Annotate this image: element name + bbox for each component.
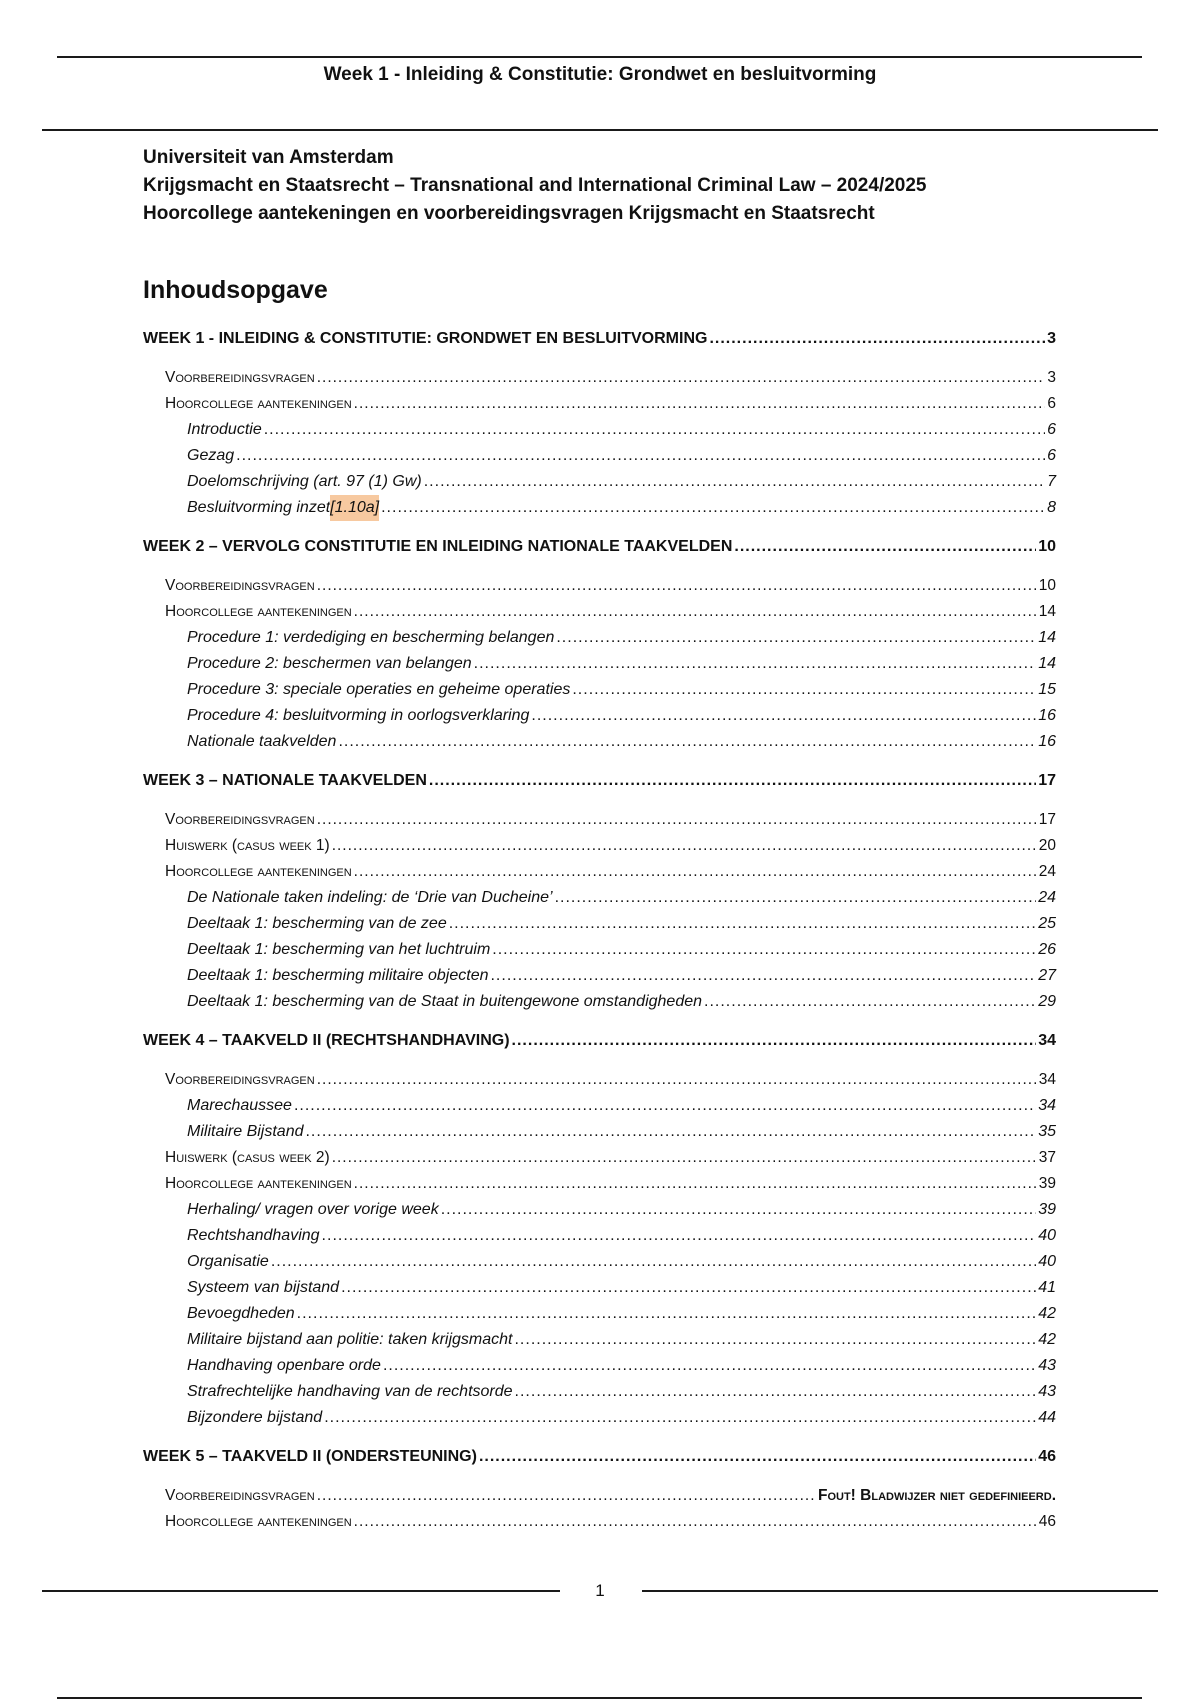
dot-leader: [305, 1119, 1036, 1145]
toc-entry-text: Hoorcollege aantekeningen: [165, 603, 352, 620]
toc-page-number: 3: [1047, 369, 1056, 386]
toc-page-number: 24: [1038, 863, 1056, 880]
dot-leader: [424, 469, 1045, 495]
toc-page-number: 34: [1038, 1032, 1056, 1049]
toc-entry-text: Deeltaak 1: bescherming van de Staat in buitengewone omstandigheden: [187, 993, 703, 1010]
toc-page-number: 24: [1038, 889, 1056, 906]
toc-page-number: 3: [1047, 330, 1056, 347]
toc-page-number: 6: [1047, 447, 1056, 464]
toc-page-number: 8: [1047, 499, 1056, 516]
toc-entry[interactable]: [143, 703, 1056, 729]
toc-page-number: 44: [1038, 1409, 1056, 1426]
toc-page-number: 17: [1038, 811, 1056, 828]
toc-page-number: 29: [1038, 993, 1056, 1010]
toc-page-number: 14: [1038, 629, 1056, 646]
toc-entry[interactable]: [143, 469, 1056, 495]
dot-leader: [490, 963, 1036, 989]
toc-entry[interactable]: [143, 599, 1056, 625]
toc-entry-text: Besluitvorming inzet: [187, 499, 331, 516]
toc-entry[interactable]: [143, 677, 1056, 703]
toc-page-number: Fout! Bladwijzer niet gedefinieerd.: [818, 1487, 1056, 1504]
dot-leader: [354, 1171, 1037, 1197]
toc-entry-text: Hoorcollege aantekeningen: [165, 1513, 352, 1530]
toc-entry[interactable]: [143, 729, 1056, 755]
toc-entry-text: Voorbereidingsvragen: [165, 1487, 315, 1504]
toc-entry[interactable]: [143, 911, 1056, 937]
toc-page-number: 14: [1038, 655, 1056, 672]
toc-page-number: 42: [1038, 1331, 1056, 1348]
toc-page-number: 15: [1038, 681, 1056, 698]
toc-entry-text: Hoorcollege aantekeningen: [165, 395, 352, 412]
header-top-rule: [57, 56, 1142, 58]
document-subtitle: Hoorcollege aantekeningen en voorbereidingsvragen Krijgsmacht en Staatsrecht: [143, 203, 875, 224]
toc-page-number: 26: [1038, 941, 1056, 958]
toc-entry[interactable]: [143, 1379, 1056, 1405]
dot-leader: [236, 443, 1045, 469]
dot-leader: [709, 326, 1045, 352]
dot-leader: [556, 625, 1036, 651]
dot-leader: [704, 989, 1036, 1015]
toc-entry-text: Procedure 3: speciale operaties en geheime operaties: [187, 681, 571, 698]
toc-entry[interactable]: [143, 443, 1056, 469]
toc-entry[interactable]: [143, 495, 1056, 521]
toc-entry[interactable]: [143, 625, 1056, 651]
toc-week-entry[interactable]: [143, 326, 1056, 365]
toc-entry-text: Introductie: [187, 421, 262, 438]
dot-leader: [572, 677, 1036, 703]
course-title: Krijgsmacht en Staatsrecht – Transnational and International Criminal Law – 2024/2025: [143, 175, 927, 196]
toc-entry-text: WEEK 4 – TAAKVELD II (RECHTSHANDHAVING): [143, 1032, 510, 1049]
dot-leader: [317, 1483, 816, 1509]
toc-entry-text: Deeltaak 1: bescherming militaire objecten: [187, 967, 489, 984]
toc-week-entry[interactable]: [143, 534, 1056, 573]
toc-entry-text: Procedure 2: beschermen van belangen: [187, 655, 472, 672]
toc-entry-text: Bijzondere bijstand: [187, 1409, 323, 1426]
dot-leader: [317, 1067, 1037, 1093]
dot-leader: [354, 859, 1037, 885]
toc-entry[interactable]: [143, 1223, 1056, 1249]
toc-page-number: 34: [1038, 1097, 1056, 1114]
dot-leader: [324, 1405, 1036, 1431]
dot-leader: [297, 1301, 1037, 1327]
toc-page-number: 39: [1038, 1175, 1056, 1192]
toc-entry[interactable]: [143, 859, 1056, 885]
toc-page-number: 10: [1038, 577, 1056, 594]
toc-entry[interactable]: [143, 885, 1056, 911]
dot-leader: [383, 1353, 1036, 1379]
running-header: Week 1 - Inleiding & Constitutie: Grondwet en besluitvorming: [323, 64, 877, 85]
toc-entry[interactable]: [143, 1405, 1056, 1431]
toc-entry-text: Voorbereidingsvragen: [165, 577, 315, 594]
toc-entry[interactable]: [143, 573, 1056, 599]
toc-page-number: 43: [1038, 1357, 1056, 1374]
dot-leader: [441, 1197, 1037, 1223]
toc-entry-text: WEEK 2 – VERVOLG CONSTITUTIE EN INLEIDING NATIONALE TAAKVELDEN: [143, 538, 733, 555]
toc-entry-highlight: [1.10a]: [330, 495, 379, 521]
toc-entry-text: Procedure 1: verdediging en bescherming belangen: [187, 629, 555, 646]
toc-entry-text: Voorbereidingsvragen: [165, 1071, 315, 1088]
dot-leader: [338, 729, 1036, 755]
dot-leader: [332, 1145, 1037, 1171]
toc-entry[interactable]: [143, 391, 1056, 417]
toc-entry-text: Militaire Bijstand: [187, 1123, 304, 1140]
toc-page-number: 41: [1038, 1279, 1056, 1296]
toc-entry-text: WEEK 3 – NATIONALE TAAKVELDEN: [143, 772, 427, 789]
toc-page-number: 14: [1038, 603, 1056, 620]
dot-leader: [354, 391, 1046, 417]
toc-entry-text: Voorbereidingsvragen: [165, 369, 315, 386]
toc-entry-text: Militaire bijstand aan politie: taken krijgsmacht: [187, 1331, 513, 1348]
dot-leader: [317, 573, 1037, 599]
toc-page-number: 10: [1038, 538, 1056, 555]
toc-entry[interactable]: [143, 1197, 1056, 1223]
dot-leader: [322, 1223, 1037, 1249]
dot-leader: [449, 911, 1036, 937]
toc-entry[interactable]: [143, 1483, 1056, 1509]
dot-leader: [354, 599, 1037, 625]
toc-page-number: 39: [1038, 1201, 1056, 1218]
toc-entry-text: Marechaussee: [187, 1097, 292, 1114]
toc-page-number: 6: [1047, 395, 1056, 412]
toc-entry-text: WEEK 5 – TAAKVELD II (ONDERSTEUNING): [143, 1448, 477, 1465]
toc-entry-text: Gezag: [187, 447, 235, 464]
dot-leader: [479, 1444, 1036, 1470]
toc-entry-text: WEEK 1 - INLEIDING & CONSTITUTIE: GRONDWET EN BESLUITVORMING: [143, 330, 708, 347]
toc-page-number: 34: [1038, 1071, 1056, 1088]
toc-entry-text: Handhaving openbare orde: [187, 1357, 381, 1374]
toc-week-entry[interactable]: [143, 768, 1056, 807]
dot-leader: [271, 1249, 1036, 1275]
toc-entry-text: Huiswerk (casus week 1): [165, 837, 330, 854]
dot-leader: [474, 651, 1037, 677]
toc-entry[interactable]: [143, 1145, 1056, 1171]
bottom-edge-rule: [57, 1697, 1142, 1699]
toc-entry[interactable]: [143, 1301, 1056, 1327]
dot-leader: [492, 937, 1036, 963]
toc-entry-text: Voorbereidingsvragen: [165, 811, 315, 828]
dot-leader: [264, 417, 1045, 443]
toc-entry[interactable]: [143, 1093, 1056, 1119]
toc-page-number: 40: [1038, 1227, 1056, 1244]
dot-leader: [531, 703, 1036, 729]
toc-page-number: 46: [1038, 1513, 1056, 1530]
toc-entry[interactable]: [143, 417, 1056, 443]
toc-entry[interactable]: [143, 1067, 1056, 1093]
toc-page-number: 27: [1038, 967, 1056, 984]
toc-entry-text: Huiswerk (casus week 2): [165, 1149, 330, 1166]
toc-entry[interactable]: [143, 989, 1056, 1015]
toc-entry-text: Doelomschrijving (art. 97 (1) Gw): [187, 473, 422, 490]
toc-entry-text: Nationale taakvelden: [187, 733, 337, 750]
toc-heading: Inhoudsopgave: [143, 276, 328, 304]
toc-entry-text: De Nationale taken indeling: de ‘Drie van Ducheine’: [187, 889, 553, 906]
toc-entry-text: Rechtshandhaving: [187, 1227, 320, 1244]
dot-leader: [555, 885, 1037, 911]
toc-entry[interactable]: [143, 833, 1056, 859]
toc-entry-text: Deeltaak 1: bescherming van het luchtruim: [187, 941, 491, 958]
toc-entry-text: Hoorcollege aantekeningen: [165, 1175, 352, 1192]
toc-page-number: 25: [1038, 915, 1056, 932]
toc-page-number: 16: [1038, 733, 1056, 750]
dot-leader: [332, 833, 1037, 859]
toc-entry[interactable]: [143, 1249, 1056, 1275]
toc-entry-text: Procedure 4: besluitvorming in oorlogsverklaring: [187, 707, 530, 724]
dot-leader: [515, 1379, 1037, 1405]
dot-leader: [512, 1028, 1037, 1054]
dot-leader: [514, 1327, 1036, 1353]
toc-entry[interactable]: [143, 1119, 1056, 1145]
toc-entry[interactable]: [143, 1275, 1056, 1301]
dot-leader: [429, 768, 1036, 794]
toc-page-number: 46: [1038, 1448, 1056, 1465]
toc-entry[interactable]: [143, 963, 1056, 989]
toc-page-number: 6: [1047, 421, 1056, 438]
dot-leader: [317, 807, 1037, 833]
toc-entry[interactable]: [143, 807, 1056, 833]
toc-entry[interactable]: [143, 1171, 1056, 1197]
university-name: Universiteit van Amsterdam: [143, 147, 394, 168]
toc-page-number: 35: [1038, 1123, 1056, 1140]
toc-entry[interactable]: [143, 1353, 1056, 1379]
toc-page-number: 7: [1047, 473, 1056, 490]
toc-entry[interactable]: [143, 365, 1056, 391]
dot-leader: [381, 495, 1045, 521]
toc-page-number: 43: [1038, 1383, 1056, 1400]
toc-page-number: 40: [1038, 1253, 1056, 1270]
toc-entry[interactable]: [143, 1327, 1056, 1353]
toc-entry[interactable]: [143, 937, 1056, 963]
toc-entry[interactable]: [143, 1509, 1056, 1535]
toc-entry-text: Deeltaak 1: bescherming van de zee: [187, 915, 447, 932]
dot-leader: [341, 1275, 1036, 1301]
toc-page-number: 37: [1038, 1149, 1056, 1166]
toc-entry-text: Organisatie: [187, 1253, 269, 1270]
toc-entry-text: Systeem van bijstand: [187, 1279, 340, 1296]
dot-leader: [734, 534, 1036, 560]
table-of-contents: [143, 326, 1056, 1535]
toc-week-entry[interactable]: [143, 1028, 1056, 1067]
header-bottom-rule: [42, 129, 1158, 131]
dot-leader: [317, 365, 1046, 391]
toc-week-entry[interactable]: [143, 1444, 1056, 1483]
toc-entry-text: Herhaling/ vragen over vorige week: [187, 1201, 439, 1218]
footer-rule-right: [642, 1590, 1158, 1592]
toc-page-number: 17: [1038, 772, 1056, 789]
toc-entry-text: Strafrechtelijke handhaving van de rechtsorde: [187, 1383, 513, 1400]
toc-entry-text: Hoorcollege aantekeningen: [165, 863, 352, 880]
toc-entry[interactable]: [143, 651, 1056, 677]
page-number: 1: [595, 1581, 605, 1600]
dot-leader: [354, 1509, 1037, 1535]
dot-leader: [294, 1093, 1036, 1119]
toc-page-number: 42: [1038, 1305, 1056, 1322]
toc-page-number: 16: [1038, 707, 1056, 724]
toc-page-number: 20: [1038, 837, 1056, 854]
document-meta: [143, 144, 927, 228]
toc-entry-text: Bevoegdheden: [187, 1305, 295, 1322]
